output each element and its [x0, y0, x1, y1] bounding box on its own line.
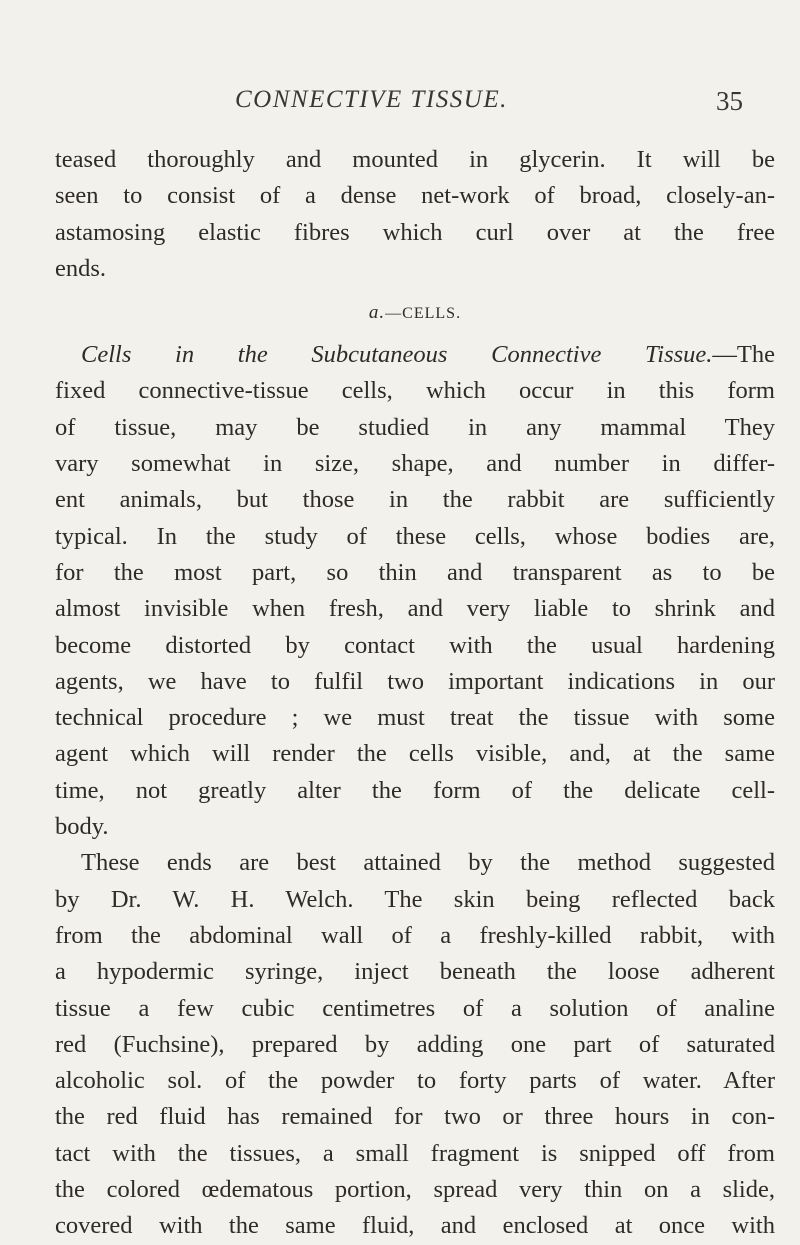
text-line: almost invisible when fresh, and very liable to shrink and: [55, 595, 775, 623]
text-line: time, not greatly alter the form of the delicate cell-: [55, 776, 775, 804]
text-line: teased thoroughly and mounted in glycerin. It will be: [55, 146, 775, 173]
running-title: CONNECTIVE TISSUE.: [235, 86, 508, 113]
text-line: the colored œdematous portion, spread very thin on a slide,: [55, 1176, 775, 1204]
text-line: ent animals, but those in the rabbit are sufficiently: [55, 486, 775, 514]
text-line: agents, we have to fulfil two important indications in our: [55, 667, 775, 695]
text-line: covered with the same fluid, and enclosed at once with: [55, 1212, 775, 1240]
run-in-continuation: —The: [712, 341, 775, 369]
section-title: —CELLS.: [385, 305, 462, 323]
body-text: [55, 142, 775, 1245]
text-line: [55, 337, 775, 373]
section-heading: [55, 287, 775, 327]
running-head: [0, 86, 800, 126]
text-line: vary somewhat in size, shape, and number in differ-: [55, 450, 775, 478]
text-line: agent which will render the cells visible, and, at the same: [55, 740, 775, 768]
run-in-heading: Cells in the Subcutaneous Connective Tissue.: [81, 341, 713, 369]
text-line: become distorted by contact with the usual hardening: [55, 631, 775, 659]
text-line: ends.: [55, 254, 107, 282]
text-line: a hypodermic syringe, inject beneath the loose adherent: [55, 958, 775, 986]
text-line: alcoholic sol. of the powder to forty parts of water. After: [55, 1067, 775, 1095]
page-number: 35: [716, 86, 743, 116]
text-line: red (Fuchsine), prepared by adding one part of saturated: [55, 1030, 775, 1058]
text-line: astamosing elastic fibres which curl over at the free: [55, 218, 775, 246]
text-line: body.: [55, 813, 109, 841]
text-line: seen to consist of a dense net-work of broad, closely-an-: [55, 182, 775, 210]
text-line: fixed connective-tissue cells, which occur in this form: [55, 377, 775, 405]
text-line: technical procedure ; we must treat the tissue with some: [55, 704, 775, 732]
text-line: for the most part, so thin and transparent as to be: [55, 558, 775, 586]
text-line: of tissue, may be studied in any mammal They: [55, 413, 775, 441]
text-line: the red fluid has remained for two or three hours in con-: [55, 1103, 775, 1131]
text-line: by Dr. W. H. Welch. The skin being reflected back: [55, 885, 775, 913]
text-line: tact with the tissues, a small fragment is snipped off from: [55, 1139, 775, 1167]
text-line: tissue a few cubic centimetres of a solution of analine: [55, 994, 775, 1022]
text-line: typical. In the study of these cells, whose bodies are,: [55, 522, 775, 550]
text-line: from the abdominal wall of a freshly-killed rabbit, with: [55, 921, 775, 949]
text-line: These ends are best attained by the method suggested: [81, 849, 775, 877]
section-letter: a.: [368, 302, 386, 324]
